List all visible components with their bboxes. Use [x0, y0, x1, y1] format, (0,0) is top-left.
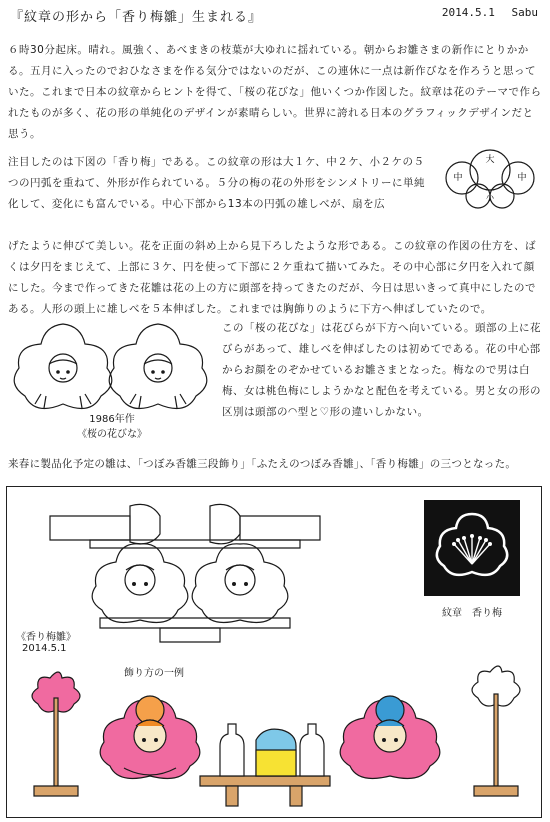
date-signature: [442, 6, 538, 19]
kaori-ume-bina-drawing: [30, 498, 360, 648]
male-doll-color: [340, 696, 440, 778]
circle-label-mid-right: 中: [517, 173, 527, 183]
female-doll-color: [100, 696, 200, 778]
paragraph-2: 注目したのは下図の「香り梅」である。この紋章の形は大１ケ、中２ケ、小２ケの５つの円弧を重ねて、外形が作られている。５分の梅の花の外形をシンメトリーに単純化して、変化にも富んでいる。中心下部から13本の円弧の雄しべが、扇を広: [8, 156, 425, 210]
work-title: 《香り梅雛》: [16, 632, 76, 643]
circle-arc-diagram: [440, 140, 540, 210]
author-signature: Sabu: [511, 6, 538, 19]
sketch-name: 《桜の花びな》: [77, 429, 147, 440]
closing-line: 来春に製品化予定の雛は、「つぼみ香雛三段飾り」「ふたえのつぼみ香雛」、「香り梅雛」の三つとなった。: [8, 458, 517, 470]
kaori-ume-crest-icon: [424, 500, 520, 596]
paragraph-1: ６時30分起床。晴れ。風強く、あべまきの枝葉が大ゆれに揺れている。朝からお雛さまの新作にとりかかる。五月に入ったのでおひなさまを作る気分ではないのだが、この連休に一点は新作びなを作ろうと思っていた。これまで日本の紋章からヒントを得て、「桜の花びな」他いくつか作図した。紋章は花のテーマで作られたものが多く、花の形の単純化のデザインが素晴らしい。世界に誇れる日本のグラフィックデザインだと思う。: [8, 44, 542, 140]
display-example-illustration: [20, 650, 530, 812]
sketch-caption: [62, 410, 162, 440]
pink-ume-tree: [32, 672, 80, 796]
circle-label-large: 大: [485, 155, 495, 165]
work-date: 2014.5.1: [22, 643, 67, 654]
sketch-year: 1986年作: [89, 414, 135, 425]
paragraph-4: この「桜の花びな」は花びらが下方へ向いている。頭部の上に花びらがあって、雄しべを伸ばしたのは初めてである。花の中心部からお顔をのぞかせているお雛さまとなった。梅なので男は白梅、女は桃色梅にしようかなと配色を考えている。男と女の形の区別は頭部の◠型と♡形の違いしかない。: [222, 322, 541, 418]
crest-caption: 紋章 香り梅: [442, 608, 502, 619]
circle-label-small: 小: [486, 193, 494, 202]
white-ume-tree: [472, 666, 520, 796]
page-title: 『紋章の形から「香り梅雛」生まれる』: [10, 10, 263, 25]
circle-label-mid-left: 中: [453, 173, 463, 183]
center-stand: [200, 724, 330, 806]
entry-date: 2014.5.1: [441, 6, 495, 19]
display-caption: 飾り方の一例: [124, 668, 184, 679]
paragraph-3: げたように伸びて美しい。花を正面の斜め上から見下ろしたような形である。この紋章の作図の仕方を、ばくは夕円をまじえて、上部に３ケ、円を使って下部に２ケ重ねて描いてみた。その中心部に夕円を入れて顔にした。今まで作ってきた花雛は花の上の方に頭部を持ってきたのだが、今日は思いきって真中にしたのである。人形の頭上に雄しべを５本伸ばした。これまでは胸飾りのように下方へ伸ばしていたので。: [8, 240, 536, 315]
